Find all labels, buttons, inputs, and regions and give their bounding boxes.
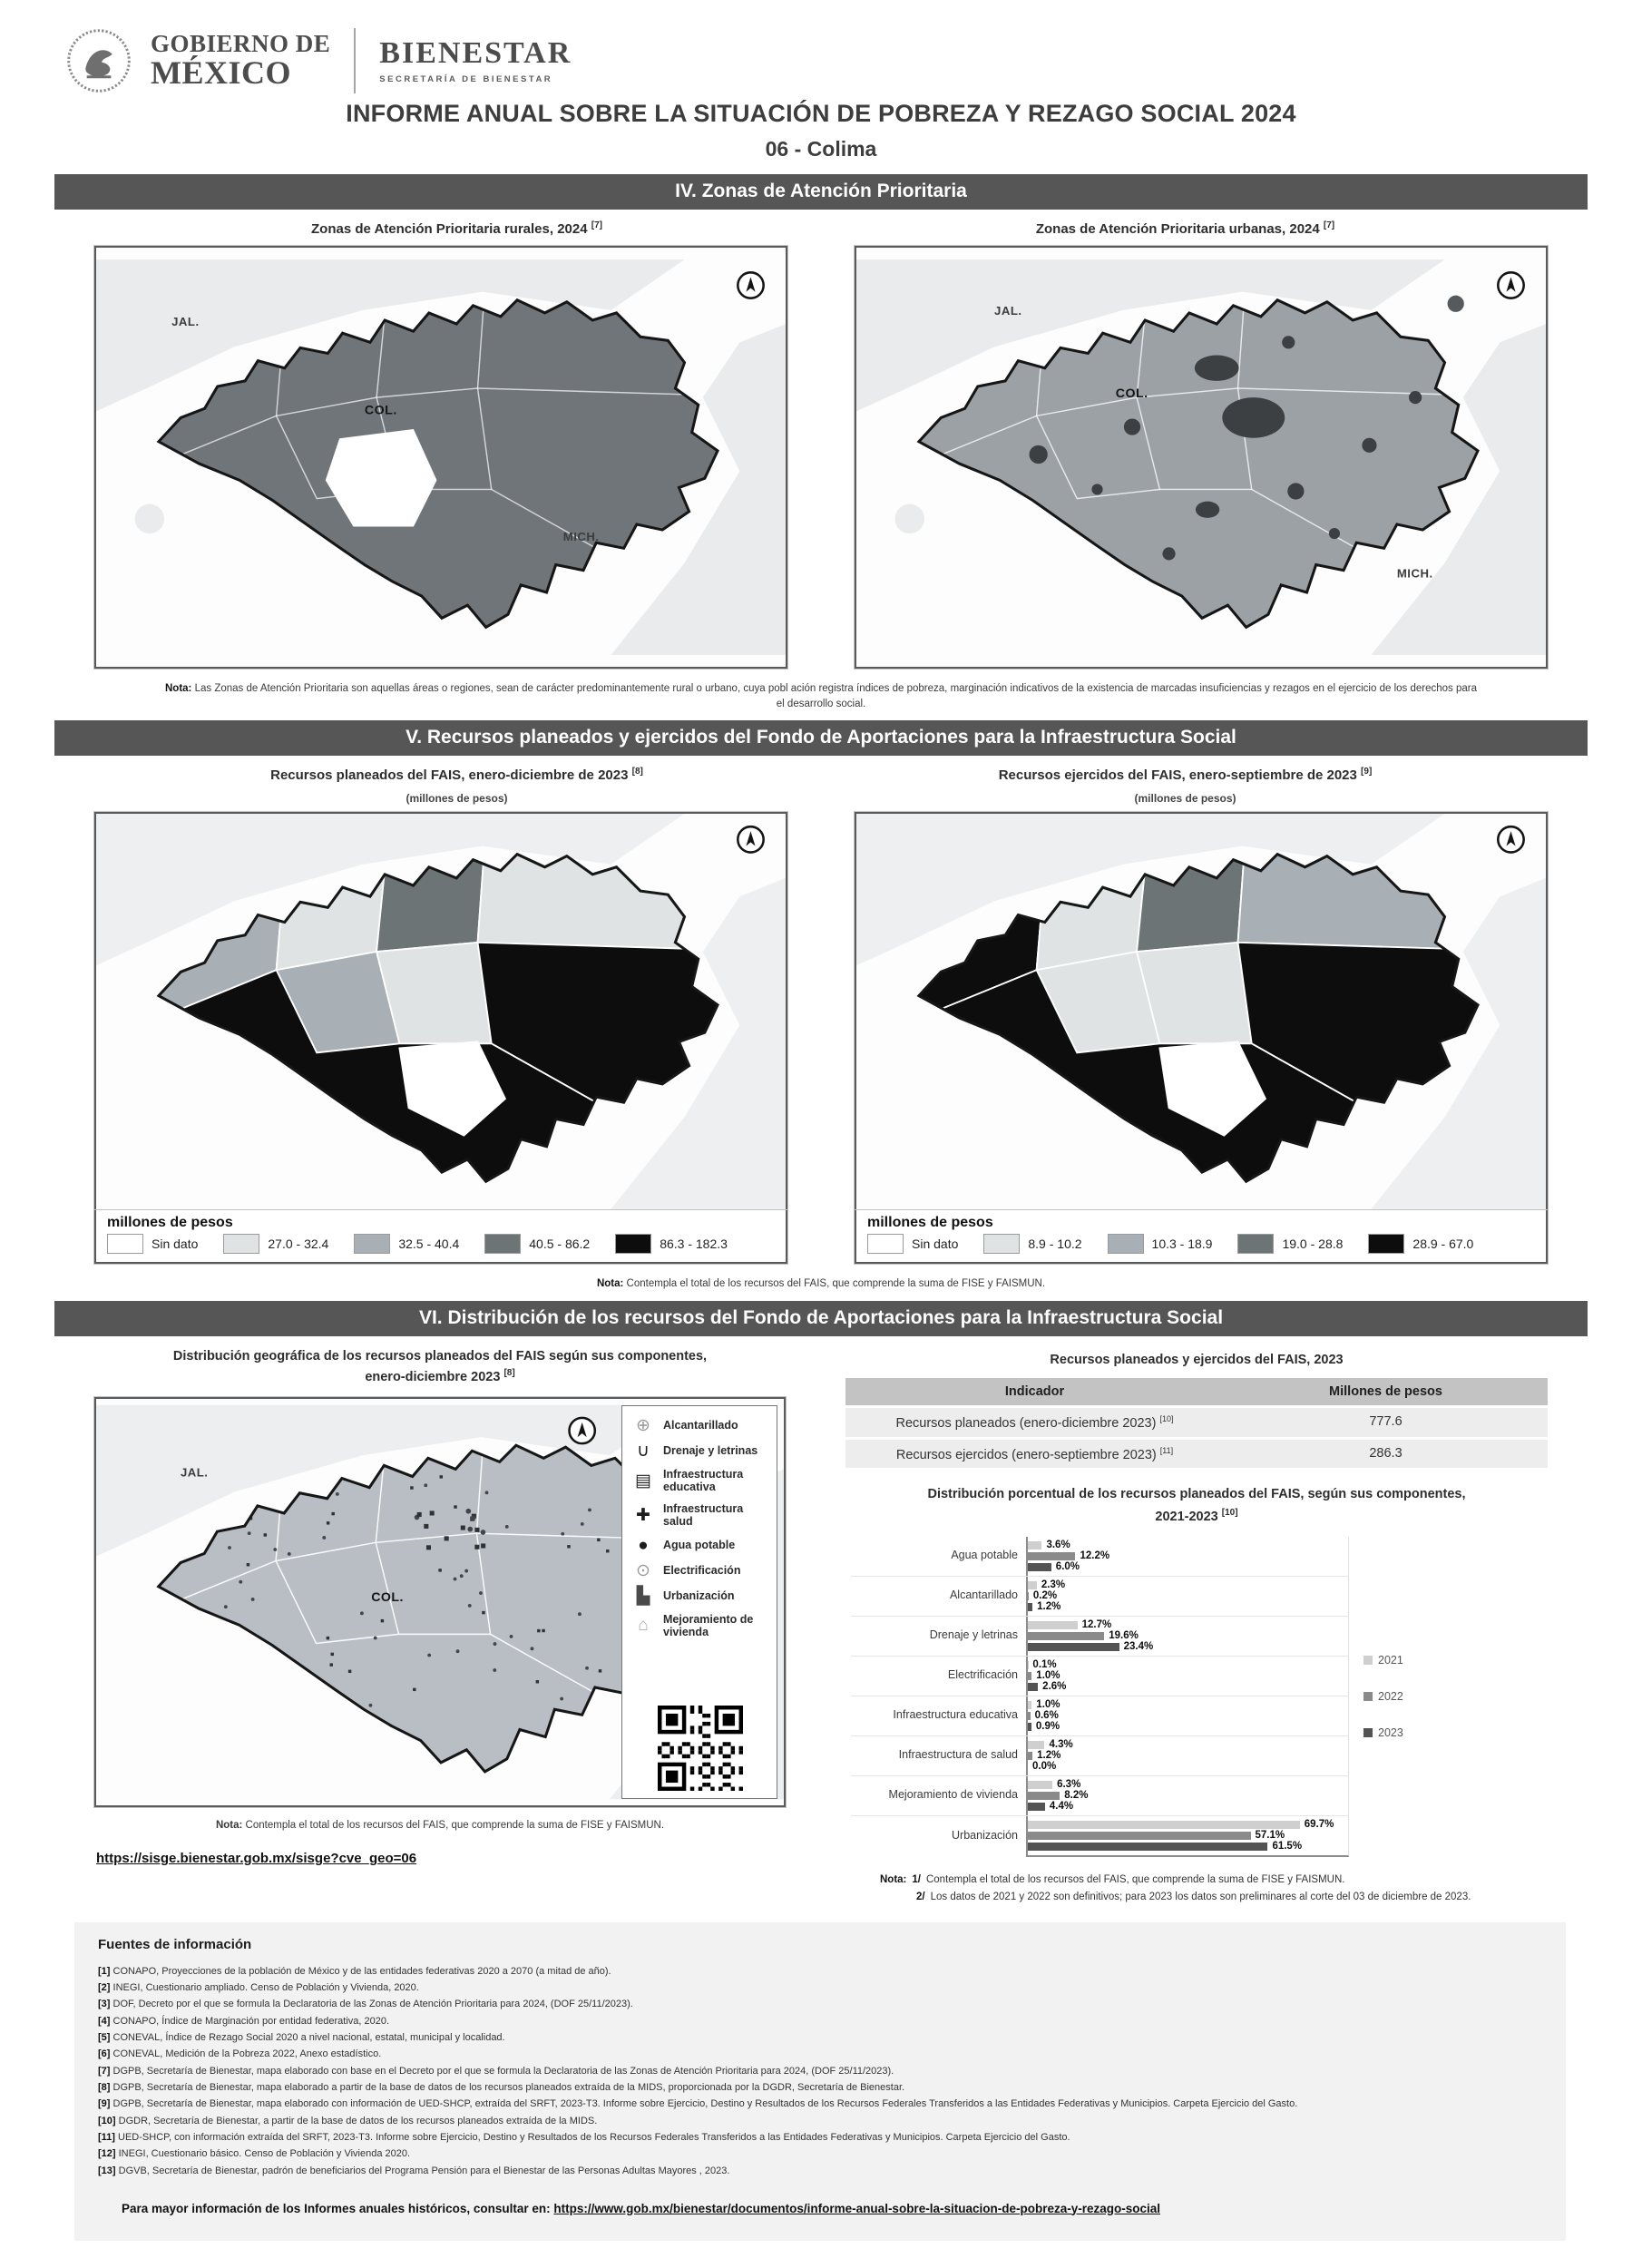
fais-distribution-map-title: Distribución geográfica de los recursos planeados del FAIS según sus componentes, enero-diciembre 2023 [8] <box>94 1347 786 1388</box>
chart-bar-line <box>1028 1620 1348 1630</box>
source-ref: [11] <box>98 2132 115 2143</box>
chart-bar <box>1028 1563 1051 1571</box>
chart-bar-line <box>1028 1660 1348 1670</box>
fais-table <box>845 1378 1548 1469</box>
rural-zap-map <box>94 246 787 669</box>
legend-range-label: 19.0 - 28.8 <box>1282 1237 1343 1251</box>
components-legend-item <box>633 1468 767 1494</box>
source-item: [5] CONEVAL, Índice de Rezago Social 2020 a nivel nacional, estatal, municipal y localidad. <box>98 2031 1542 2045</box>
legend-title: millones de pesos <box>867 1215 1535 1231</box>
urban-zap-map-title: Zonas de Atención Prioritaria urbanas, 2024 [7] <box>821 220 1549 237</box>
chart-legend-item <box>1363 1690 1403 1703</box>
legend-swatch <box>983 1234 1020 1254</box>
chart-bar <box>1028 1712 1031 1720</box>
chart-bar-line <box>1028 1591 1348 1601</box>
compass-icon <box>1498 272 1523 298</box>
chart-bar <box>1028 1683 1038 1691</box>
page-subtitle: 06 - Colima <box>54 137 1588 161</box>
urban-zap-ref: [7] <box>1324 220 1334 230</box>
fais-table-header <box>845 1378 1548 1405</box>
fais-planned-legend <box>94 1209 787 1264</box>
chart-bar <box>1028 1723 1031 1731</box>
legend-swatch <box>354 1234 390 1254</box>
colima-label: COL. <box>371 1589 404 1604</box>
chart-bar <box>1028 1821 1300 1829</box>
chart-bar <box>1028 1632 1104 1640</box>
chart-category-row <box>851 1576 1349 1616</box>
legend-item <box>867 1234 958 1254</box>
legend-item <box>1368 1234 1473 1254</box>
fais-bar-chart <box>851 1537 1349 1857</box>
components-legend-label: Infraestructura salud <box>663 1502 767 1529</box>
legend-item <box>354 1234 459 1254</box>
chart-bar-line <box>1028 1682 1348 1692</box>
chart-bar-value: 0.1% <box>1032 1659 1056 1670</box>
agua-potable-icon: ● <box>633 1537 653 1554</box>
source-item: [1] CONAPO, Proyecciones de la población de México y de las entidades federativas 2020 a 2070 (a mitad de año). <box>98 1965 1542 1979</box>
chart-category-row <box>851 1735 1349 1775</box>
brand-divider <box>354 28 356 93</box>
michoacan-label: MICH. <box>1397 567 1433 581</box>
source-ref: [13] <box>98 2165 116 2176</box>
chart-legend-item <box>1363 1654 1403 1667</box>
chart-bar-value: 3.6% <box>1046 1540 1070 1550</box>
chart-bar-value: 4.3% <box>1049 1739 1072 1750</box>
drenaje-letrinas-icon: ∪ <box>633 1442 653 1460</box>
source-item: [7] DGPB, Secretaría de Bienestar, mapa elaborado con base en el Decreto por el que se formula la Declaratoria de las Zonas de Atención Prioritaria para 2024, (DOF 25/11/2023). <box>98 2065 1542 2078</box>
electrificacion-icon: ⊙ <box>633 1562 653 1579</box>
chart-bar <box>1028 1603 1032 1611</box>
chart-category-row <box>851 1656 1349 1696</box>
fais-planned-units: (millones de pesos) <box>93 792 821 805</box>
table-cell-value: 286.3 <box>1224 1440 1548 1469</box>
chart-category-label: Infraestructura de salud <box>851 1736 1026 1775</box>
legend-range-label: 8.9 - 10.2 <box>1028 1237 1081 1251</box>
chart-bar-line <box>1028 1700 1348 1710</box>
legend-range-label: 10.3 - 18.9 <box>1152 1237 1213 1251</box>
chart-bar-line <box>1028 1751 1348 1761</box>
jalisco-label: JAL. <box>181 1466 208 1480</box>
chart-legend-label: 2021 <box>1378 1654 1403 1667</box>
chart-bar <box>1028 1752 1032 1760</box>
chart-bar-value: 1.0% <box>1036 1670 1060 1681</box>
chart-legend-label: 2022 <box>1378 1690 1403 1703</box>
chart-category-row <box>851 1696 1349 1735</box>
components-legend-label: Drenaje y letrinas <box>663 1444 757 1457</box>
sources-panel <box>74 1922 1566 2241</box>
chart-plot <box>1026 1577 1349 1616</box>
legend-swatch <box>1368 1234 1404 1254</box>
gobierno-wordmark <box>151 32 330 90</box>
alcantarillado-icon: ⊕ <box>633 1417 653 1434</box>
section-iv-note: Nota: Las Zonas de Atención Prioritaria son aquellas áreas o regiones, sean de carácter predominantemente rural o urbano, cuya pobl ación registra índices de pobreza, marginación indicativos de la existencia de marcadas insuficiencias y rezagos en el ejercicio de los derechos para el desarrollo social. <box>163 681 1479 711</box>
colima-label: COL. <box>1116 386 1148 401</box>
chart-bar-value: 12.7% <box>1082 1619 1112 1630</box>
chart-bar-line <box>1028 1562 1348 1572</box>
chart-category-label: Urbanización <box>851 1816 1026 1857</box>
fais-distribution-note: Nota: Contempla el total de los recursos del FAIS, que comprende la suma de FISE y FAISMUN. <box>103 1820 777 1831</box>
legend-range-label: 32.5 - 40.4 <box>398 1237 459 1251</box>
legend-item <box>484 1234 590 1254</box>
chart-bar-value: 4.4% <box>1050 1801 1073 1812</box>
page-header <box>54 27 1588 161</box>
source-ref: [1] <box>98 1966 110 1977</box>
legend-item <box>107 1234 198 1254</box>
source-ref: [3] <box>98 1999 110 2009</box>
fais-table-title: Recursos planeados y ejercidos del FAIS, 2023 <box>845 1353 1548 1367</box>
chart-bar <box>1028 1741 1044 1749</box>
legend-range-label: 28.9 - 67.0 <box>1412 1237 1473 1251</box>
rural-zap-map-svg <box>96 248 786 667</box>
fais-distribution-map <box>94 1397 786 1807</box>
gobierno-line1: GOBIERNO DE <box>151 32 330 57</box>
legend-range-label: 27.0 - 32.4 <box>268 1237 328 1251</box>
bienestar-wordmark <box>379 38 572 84</box>
legend-swatch <box>223 1234 259 1254</box>
source-item: [6] CONEVAL, Medición de la Pobreza 2022, Anexo estadístico. <box>98 2048 1542 2061</box>
legend-swatch <box>484 1234 521 1254</box>
chart-category-label: Drenaje y letrinas <box>851 1617 1026 1656</box>
chart-bar-value: 0.2% <box>1033 1590 1057 1601</box>
legend-range-label: 40.5 - 86.2 <box>529 1237 590 1251</box>
chart-bar-value: 12.2% <box>1080 1550 1109 1561</box>
fais-chart-notes: Nota: 1/ Contempla el total de los recursos del FAIS, que comprende la suma de FISE y FAISMUN. 2/ Los datos de 2021 y 2022 son definitivos; para 2023 los datos son preliminares al corte del 03 de diciembre de 2023. <box>880 1872 1548 1906</box>
legend-swatch <box>1237 1234 1274 1254</box>
fais-distribution-ref: [8] <box>503 1368 514 1378</box>
fais-planned-map-title: Recursos planeados del FAIS, enero-diciembre de 2023 [8] <box>93 767 821 783</box>
sources-list <box>98 1965 1542 2178</box>
chart-bar-line <box>1028 1791 1348 1801</box>
source-ref: [4] <box>98 2016 110 2027</box>
chart-bar-line <box>1028 1711 1348 1721</box>
legend-range-label: Sin dato <box>151 1237 198 1251</box>
chart-bar-value: 1.0% <box>1036 1699 1060 1710</box>
source-ref: [9] <box>98 2098 110 2109</box>
legend-item <box>1108 1234 1213 1254</box>
sisge-link[interactable]: https://sisge.bienestar.gob.mx/sisge?cve_geo=06 <box>96 1851 416 1866</box>
urban-zap-map <box>855 246 1548 669</box>
chart-category-label: Electrificación <box>851 1657 1026 1696</box>
chart-bar-value: 2.3% <box>1041 1579 1065 1590</box>
components-legend-label: Electrificación <box>663 1564 740 1577</box>
chart-bar-line <box>1028 1551 1348 1561</box>
components-legend-label: Infraestructura educativa <box>663 1468 767 1494</box>
chart-bar-value: 0.0% <box>1032 1761 1056 1772</box>
fais-exercised-legend <box>855 1209 1548 1264</box>
bienestar-name: BIENESTAR <box>379 38 572 69</box>
chart-plot <box>1026 1776 1349 1815</box>
chart-bar <box>1028 1552 1075 1560</box>
fais-exercised-map-svg <box>856 814 1546 1209</box>
chart-bar-line <box>1028 1580 1348 1590</box>
chart-legend-label: 2023 <box>1378 1726 1403 1739</box>
chart-bar-value: 23.4% <box>1124 1641 1154 1652</box>
colima-label: COL. <box>365 403 397 417</box>
chart-bar <box>1028 1672 1031 1680</box>
legend-item <box>1237 1234 1343 1254</box>
chart-legend-swatch <box>1363 1728 1373 1737</box>
source-ref: [6] <box>98 2048 110 2059</box>
chart-bar-line <box>1028 1740 1348 1750</box>
chart-category-row <box>851 1775 1349 1815</box>
source-item: [2] INEGI, Cuestionario ampliado. Censo de Población y Vivienda, 2020. <box>98 1981 1542 1995</box>
historic-reports-link[interactable]: https://www.gob.mx/bienestar/documentos/informe-anual-sobre-la-situacion-de-pobreza-y-rezago-social <box>553 2202 1160 2215</box>
chart-bar <box>1028 1541 1041 1549</box>
chart-bar-line <box>1028 1602 1348 1612</box>
source-ref: [2] <box>98 1982 110 1993</box>
table-header-millones: Millones de pesos <box>1224 1378 1548 1405</box>
chart-plot <box>1026 1816 1349 1857</box>
chart-bar <box>1028 1581 1037 1589</box>
source-item: [12] INEGI, Cuestionario básico. Censo de Población y Vivienda 2020. <box>98 2147 1542 2161</box>
chart-bar-value: 1.2% <box>1037 1750 1060 1761</box>
compass-icon <box>1498 827 1523 853</box>
chart-plot <box>1026 1617 1349 1656</box>
legend-swatch <box>615 1234 651 1254</box>
chart-bar-line <box>1028 1820 1348 1830</box>
table-header-indicador: Indicador <box>845 1378 1224 1405</box>
section-v-note: Nota: Contempla el total de los recursos del FAIS, que comprende la suma de FISE y FAISMUN. <box>163 1276 1479 1292</box>
components-legend-item <box>633 1417 767 1434</box>
chart-category-row <box>851 1616 1349 1656</box>
chart-bar-line <box>1028 1762 1348 1772</box>
legend-item <box>223 1234 328 1254</box>
fais-planned-map <box>94 812 787 1209</box>
chart-bar <box>1028 1643 1119 1651</box>
fais-exercised-map <box>855 812 1548 1209</box>
chart-bar <box>1028 1592 1029 1600</box>
rural-zap-ref: [7] <box>591 220 602 230</box>
chart-legend-item <box>1363 1726 1403 1739</box>
chart-bar-value: 0.9% <box>1036 1721 1060 1732</box>
rural-zap-map-title: Zonas de Atención Prioritaria rurales, 2024 [7] <box>93 220 821 237</box>
source-ref: [8] <box>98 2082 110 2093</box>
chart-bar-line <box>1028 1831 1348 1841</box>
components-legend-item <box>633 1613 767 1639</box>
chart-bar-value: 2.6% <box>1042 1681 1066 1692</box>
fais-exercised-ref: [9] <box>1361 767 1372 777</box>
chart-bar-line <box>1028 1722 1348 1732</box>
michoacan-label: MICH. <box>563 530 600 543</box>
chart-bar-line <box>1028 1842 1348 1852</box>
chart-bar <box>1028 1832 1251 1840</box>
legend-range-label: Sin dato <box>912 1237 958 1251</box>
legend-item <box>615 1234 728 1254</box>
fais-bar-chart-area <box>851 1537 1548 1857</box>
source-ref: [7] <box>98 2066 110 2077</box>
source-item: [10] DGDR, Secretaría de Bienestar, a partir de la base de datos de los recursos planeados extraída de la MIDS. <box>98 2115 1542 2128</box>
chart-bar <box>1028 1701 1031 1709</box>
legend-item <box>983 1234 1081 1254</box>
chart-bar-line <box>1028 1540 1348 1550</box>
components-legend-label: Mejoramiento de vivienda <box>663 1613 767 1639</box>
source-item: [8] DGPB, Secretaría de Bienestar, mapa elaborado a partir de la base de datos de los recursos planeados extraída de la MIDS, proporcionada por la DGDR, Secretaría de Bienestar. <box>98 2081 1542 2095</box>
footer-info-line: Para mayor información de los Informes anuales históricos, consultar en: https://www.gob.mx/bienestar/documentos/informe-anual-sobre-la-situacion-de-pobreza-y-rezago-social <box>122 2202 1542 2215</box>
chart-bar <box>1028 1803 1045 1811</box>
chart-bar-value: 1.2% <box>1037 1601 1060 1612</box>
table-cell-ref: [10] <box>1159 1414 1173 1423</box>
source-item: [3] DOF, Decreto por el que se formula la Declaratoria de las Zonas de Atención Prioritaria para 2024, (DOF 25/11/2023). <box>98 1998 1542 2011</box>
infraestructura-salud-icon: ✚ <box>633 1507 653 1524</box>
gobierno-line2: MÉXICO <box>151 56 330 90</box>
components-legend-item <box>633 1562 767 1579</box>
chart-bar-value: 61.5% <box>1272 1841 1302 1852</box>
compass-icon <box>738 272 763 298</box>
chart-plot <box>1026 1537 1349 1576</box>
chart-category-row <box>851 1815 1349 1857</box>
chart-legend-swatch <box>1363 1656 1373 1665</box>
chart-category-label: Infraestructura educativa <box>851 1696 1026 1735</box>
fais-chart-ref: [10] <box>1222 1508 1238 1518</box>
legend-title: millones de pesos <box>107 1215 775 1231</box>
components-legend-item <box>633 1442 767 1460</box>
source-ref: [12] <box>98 2148 116 2159</box>
mejoramiento-vivienda-icon: ⌂ <box>633 1617 653 1634</box>
source-ref: [5] <box>98 2032 110 2043</box>
page-title: INFORME ANUAL SOBRE LA SITUACIÓN DE POBREZA Y REZAGO SOCIAL 2024 <box>54 100 1588 128</box>
table-cell-indicador: Recursos planeados (enero-diciembre 2023) [10] <box>845 1408 1224 1437</box>
chart-bar-value: 8.2% <box>1064 1790 1088 1801</box>
compass-icon <box>570 1418 595 1443</box>
chart-category-label: Agua potable <box>851 1537 1026 1576</box>
chart-bar <box>1028 1621 1078 1629</box>
infraestructura-educativa-icon: ▤ <box>633 1472 653 1490</box>
chart-legend-swatch <box>1363 1692 1373 1701</box>
section-v-band: V. Recursos planeados y ejercidos del Fondo de Aportaciones para la Infraestructura Social <box>54 720 1588 756</box>
legend-swatch <box>1108 1234 1144 1254</box>
chart-bar-value: 6.3% <box>1057 1779 1080 1790</box>
chart-bar <box>1028 1843 1267 1851</box>
chart-bar-line <box>1028 1642 1348 1652</box>
components-legend-item <box>633 1537 767 1554</box>
fais-chart-title: Distribución porcentual de los recursos planeados del FAIS, según sus componentes, 2021-2023 [10] <box>845 1484 1548 1527</box>
chart-bar <box>1028 1792 1060 1800</box>
chart-bar-line <box>1028 1631 1348 1641</box>
jalisco-label: JAL. <box>994 304 1022 318</box>
chart-bar-value: 19.6% <box>1109 1630 1139 1641</box>
chart-category-label: Alcantarillado <box>851 1577 1026 1616</box>
section-vi-band: VI. Distribución de los recursos del Fondo de Aportaciones para la Infraestructura Social <box>54 1301 1588 1336</box>
chart-plot <box>1026 1696 1349 1735</box>
table-row <box>845 1405 1548 1437</box>
urban-zap-map-svg <box>856 248 1546 667</box>
fais-exercised-units: (millones de pesos) <box>821 792 1549 805</box>
table-cell-value: 777.6 <box>1224 1408 1548 1437</box>
chart-bar-value: 69.7% <box>1305 1819 1334 1830</box>
table-row <box>845 1437 1548 1469</box>
components-legend-label: Urbanización <box>663 1589 735 1602</box>
legend-range-label: 86.3 - 182.3 <box>660 1237 728 1251</box>
brand-row <box>65 27 1588 94</box>
fais-exercised-map-title: Recursos ejercidos del FAIS, enero-septiembre de 2023 [9] <box>821 767 1549 783</box>
source-item: [13] DGVB, Secretaría de Bienestar, padrón de beneficiarios del Programa Pensión para el Bienestar de las Personas Adultas Mayores , 2023. <box>98 2165 1542 2178</box>
urbanizacion-icon: ▙ <box>633 1588 653 1605</box>
components-legend-item <box>633 1588 767 1605</box>
mexico-coat-of-arms-icon <box>65 27 132 94</box>
sources-heading: Fuentes de información <box>98 1937 1542 1952</box>
compass-icon <box>738 827 763 853</box>
legend-swatch <box>107 1234 143 1254</box>
section-iv-band: IV. Zonas de Atención Prioritaria <box>54 174 1588 210</box>
chart-bar-value: 0.6% <box>1035 1710 1059 1721</box>
source-item: [9] DGPB, Secretaría de Bienestar, mapa elaborado con información de UED-SHCP, extraída del SRFT, 2023-T3. Informe sobre Ejercicio, Destino y Resultados de los Recursos Federales Transferidos a las Entidades Federativas y Municipios. Carpeta Ejercicio del Gasto. <box>98 2097 1542 2111</box>
chart-category-row <box>851 1537 1349 1576</box>
chart-plot <box>1026 1657 1349 1696</box>
fais-components-legend <box>621 1405 777 1799</box>
jalisco-label: JAL. <box>171 315 200 328</box>
source-ref: [10] <box>98 2116 116 2126</box>
fais-planned-map-svg <box>96 814 786 1209</box>
chart-bar-line <box>1028 1671 1348 1681</box>
legend-swatch <box>867 1234 904 1254</box>
chart-bar-line <box>1028 1802 1348 1812</box>
components-legend-item <box>633 1502 767 1529</box>
source-item: [4] CONAPO, Índice de Marginación por entidad federativa, 2020. <box>98 2015 1542 2028</box>
chart-bar <box>1028 1781 1052 1789</box>
qr-code <box>633 1702 767 1791</box>
fais-planned-ref: [8] <box>632 767 643 777</box>
source-item: [11] UED-SHCP, con información extraída del SRFT, 2023-T3. Informe sobre Ejercicio, Destino y Resultados de los Recursos Federales Transferidos a las Entidades Federativas y Municipios. Carpeta Ejercicio del Gasto. <box>98 2131 1542 2145</box>
bienestar-subname: SECRETARÍA DE BIENESTAR <box>379 74 572 84</box>
fais-chart-legend <box>1363 1537 1403 1857</box>
chart-plot <box>1026 1736 1349 1775</box>
chart-bar-value: 57.1% <box>1256 1830 1285 1841</box>
chart-category-label: Mejoramiento de vivienda <box>851 1776 1026 1815</box>
chart-bar-value: 6.0% <box>1056 1561 1080 1572</box>
components-legend-label: Alcantarillado <box>663 1419 738 1432</box>
components-legend-label: Agua potable <box>663 1539 735 1551</box>
chart-bar-line <box>1028 1780 1348 1790</box>
table-cell-indicador: Recursos ejercidos (enero-septiembre 2023) [11] <box>845 1440 1224 1469</box>
table-cell-ref: [11] <box>1160 1446 1173 1455</box>
